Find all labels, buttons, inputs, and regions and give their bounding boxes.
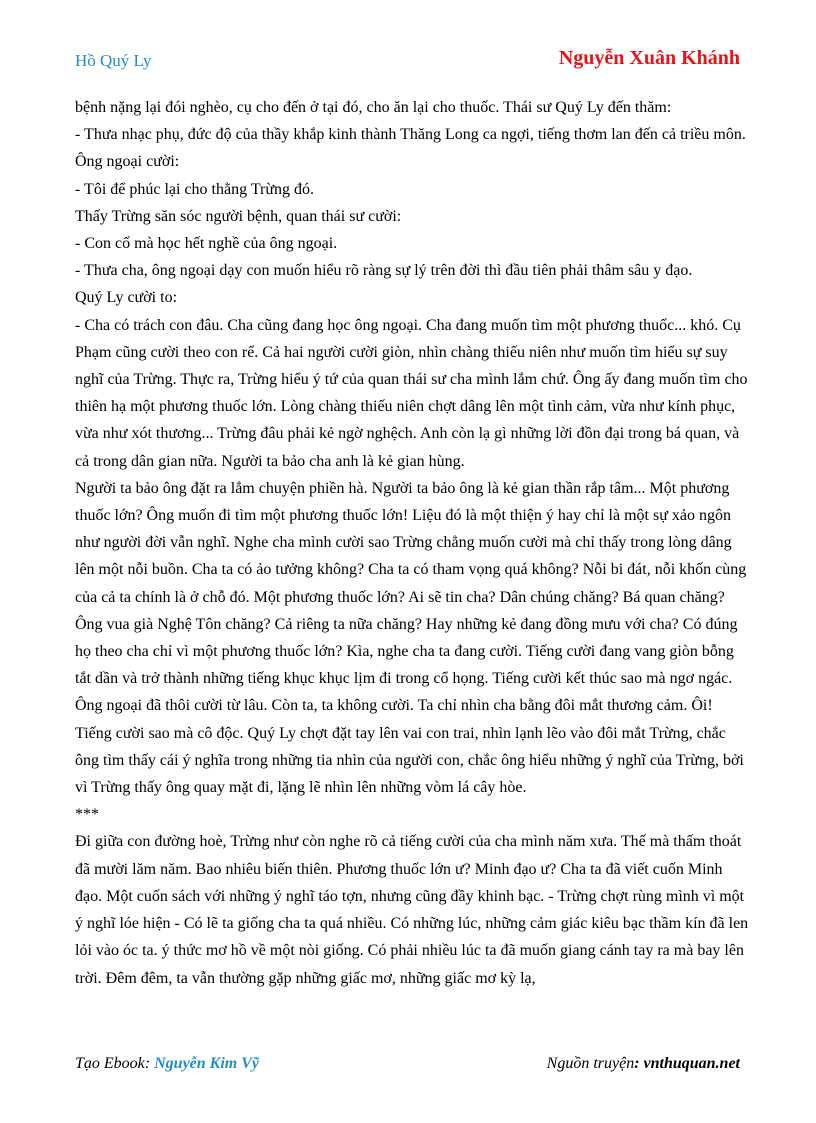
footer-ebook-label: Tạo Ebook — [75, 1055, 145, 1072]
paragraph: - Tôi để phúc lại cho thằng Trừng đó. — [75, 180, 315, 198]
paragraph: - Thưa cha, ông ngoại dạy con muốn hiểu rõ ràng sự lý trên đời thì đầu tiên phải thâm sâu y đạo. — [75, 262, 693, 280]
footer-source-credit — [547, 1055, 740, 1073]
footer-separator: : — [634, 1055, 644, 1072]
paragraph: Đi giữa con đường hoè, Trừng như còn nghe rõ cả tiếng cười của cha mình năm xưa. Thế mà thấm thoát đã mười lăm năm. Bao nhiêu biến thiên. Phương thuốc lớn ư? Minh đạo ư? Cha ta đã viết cuốn Minh đạo. Một cuốn sách với những ý nghĩ táo tợn, nhưng cũng đầy khinh bạc. - Trừng chợt rùng mình vì một ý nghĩ lóe hiện - Có lẽ ta giống cha ta quá nhiều. Có những lúc, những cảm giác kiêu bạc thầm kín đã len lỏi vào óc ta. ý thức mơ hồ về một nòi giống. Có phải nhiều lúc ta đã muốn giang cánh tay ra mà bay lên trời. Đêm đêm, ta vẫn thường gặp những giấc mơ, những giấc mơ kỳ lạ, — [75, 833, 749, 987]
book-title: Hồ Quý Ly — [75, 51, 152, 70]
paragraph: bệnh nặng lại đói nghèo, cụ cho đến ở tại đó, cho ăn lại cho thuốc. Thái sư Quý Ly đến thăm: — [75, 99, 672, 116]
paragraph: - Thưa nhạc phụ, đức độ của thầy khắp kinh thành Thăng Long ca ngợi, tiếng thơm lan đến cả triều môn. Ông ngoại cười: — [75, 126, 746, 171]
paragraph: Quý Ly cười to: — [75, 289, 178, 307]
paragraph: Thấy Trừng săn sóc người bệnh, quan thái sư cười: — [75, 207, 402, 225]
paragraph: Người ta bảo ông đặt ra lắm chuyện phiền hà. Người ta bảo ông là kẻ gian thần rắp tâm... Một phương thuốc lớn? Ông muốn đi tìm một phương thuốc lớn! Liệu đó là một thiện ý hay chỉ là một sự xảo ngôn như người đời vẫn nghĩ. Nghe cha mình cười sao Trừng chẳng muốn cười mà chỉ thấy trong lòng dâng lên một nỗi buồn. Cha ta có ảo tưởng không? Cha ta có tham vọng quá không? Nỗi bi đát, nỗi khốn cùng của cả ta chính là ở chỗ đó. Một phương thuốc lớn? Ai sẽ tin cha? Dân chúng chăng? Bá quan chăng? Ông vua già Nghệ Tôn chăng? Cả riêng ta nữa chăng? Hay những kẻ đang đồng mưu với cha? Có đúng họ theo cha chỉ vì một phương thuốc lớn? Kìa, nghe cha ta đang cười. Tiếng cười đang vang giòn bỗng tắt dần và trở thành những tiếng khục khục lịm đi trong cổ họng. Tiếng cười kết thúc sao mà ngơ ngác. Ông ngoại đã thôi cười từ lâu. Còn ta, ta không cười. Ta chỉ nhìn cha bằng đôi mắt thương cảm. Ôi! Tiếng cười sao mà cô độc. Quý Ly chợt đặt tay lên vai con trai, nhìn lạnh lẽo vào đôi mắt Trừng, chắc ông tìm thấy cái ý nghĩa trong những tia nhìn của người con, chắc ông hiểu những ý nghĩ của Trừng, bởi vì Trừng thấy ông quay mặt đi, lặng lẽ nhìn lên những vòm lá cây hòe. — [75, 479, 747, 797]
section-separator: *** — [75, 806, 99, 824]
footer-ebook-creator: Nguyễn Kim Vỹ — [154, 1055, 259, 1072]
paragraph: - Cha có trách con đâu. Cha cũng đang học ông ngoại. Cha đang muốn tìm một phương thuốc... khó. Cụ Phạm cũng cười theo con rể. Cả hai người cười giòn, nhìn chàng thiếu niên như muốn tìm hiểu sự suy nghĩ của Trừng. Thực ra, Trừng hiểu ý tứ của quan thái sư cha mình lắm chứ. Ông ấy đang muốn tìm cho thiên hạ một phương thuốc lớn. Lòng chàng thiếu niên chợt dâng lên một tình cảm, vừa như kính phục, vừa như xót thương... Trừng đâu phải kẻ ngờ nghệch. Anh còn lạ gì những lời đồn đại trong bá quan, và cả trong dân gian nữa. Người ta bảo cha anh là kẻ gian hùng. — [75, 316, 748, 470]
paragraph: - Con cố mà học hết nghề của ông ngoại. — [75, 235, 338, 253]
page-footer — [75, 1055, 740, 1077]
author-name: Nguyễn Xuân Khánh — [558, 47, 740, 69]
body-text — [75, 94, 751, 992]
footer-source-label: Nguồn truyện — [546, 1055, 635, 1072]
footer-source-site: vnthuquan.net — [643, 1055, 740, 1072]
footer-separator: : — [144, 1055, 155, 1072]
footer-ebook-credit — [75, 1055, 259, 1073]
